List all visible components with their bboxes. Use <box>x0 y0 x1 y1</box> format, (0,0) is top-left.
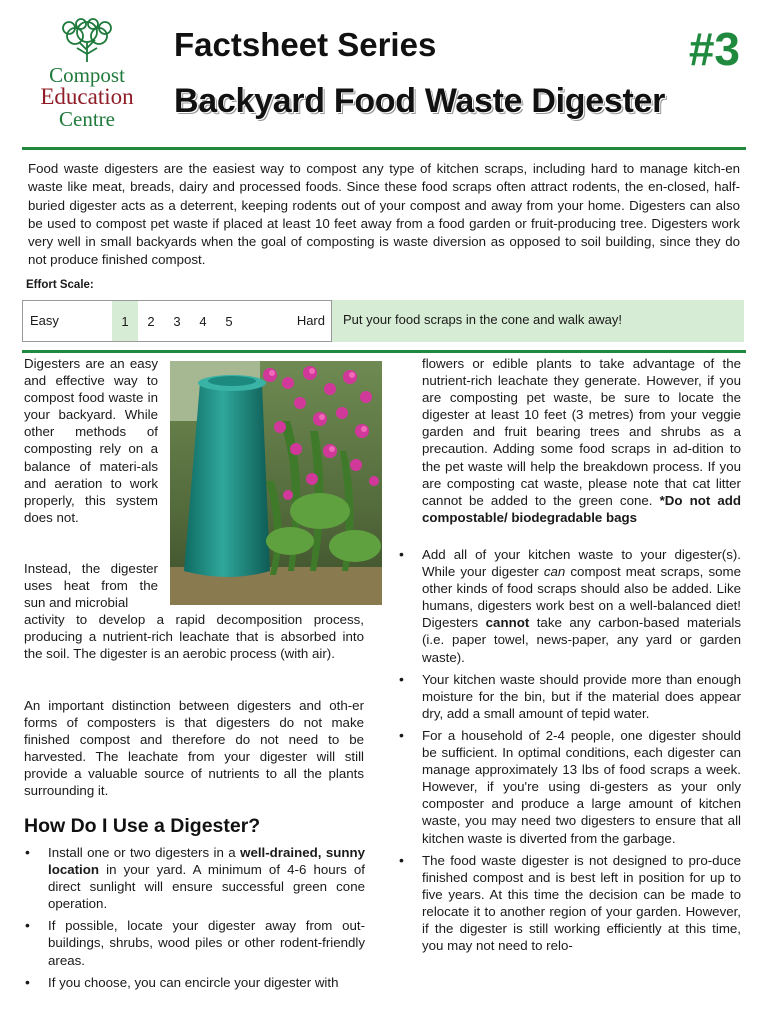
bullet-text: The food waste digester is not designed to pro-duce finished compost and is best left in position for up to five years. At this time the decision can be made to relocate it to another region of your garden. However, if the digester is still working efficiently at this time, you may not need to relo- <box>422 852 741 954</box>
bullet-text: For a household of 2-4 people, one digester should be sufficient. In optimal conditions, each digester can manage approximately 13 lbs of food scraps a week. However, if you're using di-gesters as your only composter and produce a large amount of kitchen waste, you may need two digesters to ensure that all kitchen waste is diverted from the garbage. <box>422 727 741 846</box>
tree-icon <box>55 18 119 64</box>
header <box>0 0 768 150</box>
how-to-list-left <box>24 844 365 996</box>
logo-text-centre: Centre <box>59 107 115 131</box>
paragraph-intro-digesters: Digesters are an easy and effective way to compost food waste in your backyard. While other methods of composting rely on a balance of materi-als and aeration to work properly, this system does not. <box>24 356 158 525</box>
bullet-text: If you choose, you can encircle your digester with <box>48 974 339 990</box>
list-item-continued <box>422 355 741 526</box>
paragraph-instead-rest: activity to develop a rapid decomposition process, producing a nutrient-rich leachate that is absorbed into the soil. The digester is an aerobic process (with air). <box>24 612 364 662</box>
effort-value: 4 <box>199 313 207 329</box>
bullet-bold: *Do not add compostable/ biodegradable bags <box>422 492 741 525</box>
bullet-text: Install one or two digesters in a <box>48 845 241 860</box>
list-item <box>398 852 741 955</box>
how-to-list-right <box>398 546 741 959</box>
effort-value-selected: 1 <box>112 301 138 341</box>
bullet-text: Add all of your kitchen waste to your digester(s). While your digester <box>422 547 741 580</box>
effort-scale-values <box>112 301 242 341</box>
bullet-text: in your yard. A minimum of 4-6 hours of direct sunlight will ensure successful green cone operation. <box>48 862 365 912</box>
effort-value: 3 <box>173 313 181 329</box>
bullet-text: If possible, locate your digester away from out-buildings, shrubs, wood piles or other rodent-friendly areas. <box>48 918 365 968</box>
section-divider <box>22 350 746 353</box>
effort-value: 2 <box>147 313 155 329</box>
list-item <box>24 844 365 912</box>
section-heading-how-to: How Do I Use a Digester? <box>24 815 261 837</box>
bullet-text: compost meat scraps, some other kinds of food scraps should also be added. Like humans, digesters work best on a well-balanced diet! Digesters <box>422 564 741 631</box>
bullet-italic: can <box>543 564 566 580</box>
logo-text-education: Education <box>40 84 134 109</box>
effort-hard-label: Hard <box>296 313 325 328</box>
factsheet-number: #3 <box>688 23 740 75</box>
list-item <box>398 671 741 722</box>
effort-easy-label: Easy <box>30 313 59 328</box>
effort-note: Put your food scraps in the cone and walk away! <box>332 300 744 342</box>
list-item <box>24 974 365 991</box>
list-item <box>398 546 741 666</box>
page-title: Backyard Food Waste Digester <box>174 82 666 120</box>
digester-photo <box>170 361 382 605</box>
logo <box>18 18 156 136</box>
list-item <box>398 727 741 847</box>
paragraph-instead-start: Instead, the digester uses heat from the sun and microbial <box>24 561 158 611</box>
bullet-bold: well-drained, sunny location <box>48 845 365 878</box>
effort-scale-label: Effort Scale: <box>26 279 94 291</box>
intro-paragraph: Food waste digesters are the easiest way to compost any type of kitchen scraps, including hard to manage kitch-en waste like meat, breads, dairy and processed foods. Since these food scraps often attract rodents, the en-closed, half-buried digester acts as a deterrent, keeping rodents out of your compost and away from your home. Digesters can also be used to compost pet waste if placed at least 10 feet away from a food garden or fruit-producing tree. Digesters work very well in small backyards when the goal of composting is waste diversion as opposed to soil building, since they do not produce finished compost. <box>28 161 740 268</box>
bullet-text: take any carbon-based materials (i.e. paper towel, news-paper, any yard or garden waste). <box>422 615 742 665</box>
header-divider <box>22 147 746 150</box>
bullet-bold: cannot <box>485 615 530 631</box>
bullet-text: Your kitchen waste should provide more than enough moisture for the bin, but if the material does appear dry, add a small amount of tepid water. <box>422 671 741 721</box>
logo-text-compost: Compost <box>49 63 125 87</box>
list-item <box>24 917 365 968</box>
series-label: Factsheet Series <box>174 26 437 63</box>
bullet-text: flowers or edible plants to take advantage of the nutrient-rich leachate they generate. However, if you are composting pet waste, be sure to locate the digester at least 10 feet (3 metres) from your veggie garden and fruit bearing trees and shrubs as a precaution. Adding some food scraps in ad-dition to the pet waste will help the breakdown process. If you are composting cat waste, please note that cat litter cannot be added to the green cone. <box>422 356 741 508</box>
effort-scale <box>22 300 332 342</box>
effort-value: 5 <box>225 313 233 329</box>
paragraph-distinction: An important distinction between digesters and oth-er forms of composters is that digesters do not make finished compost and therefore do not need to be harvested. The leachate from your digester will still provide a valuable source of nutrients to all the plants surrounding it. <box>24 698 364 799</box>
